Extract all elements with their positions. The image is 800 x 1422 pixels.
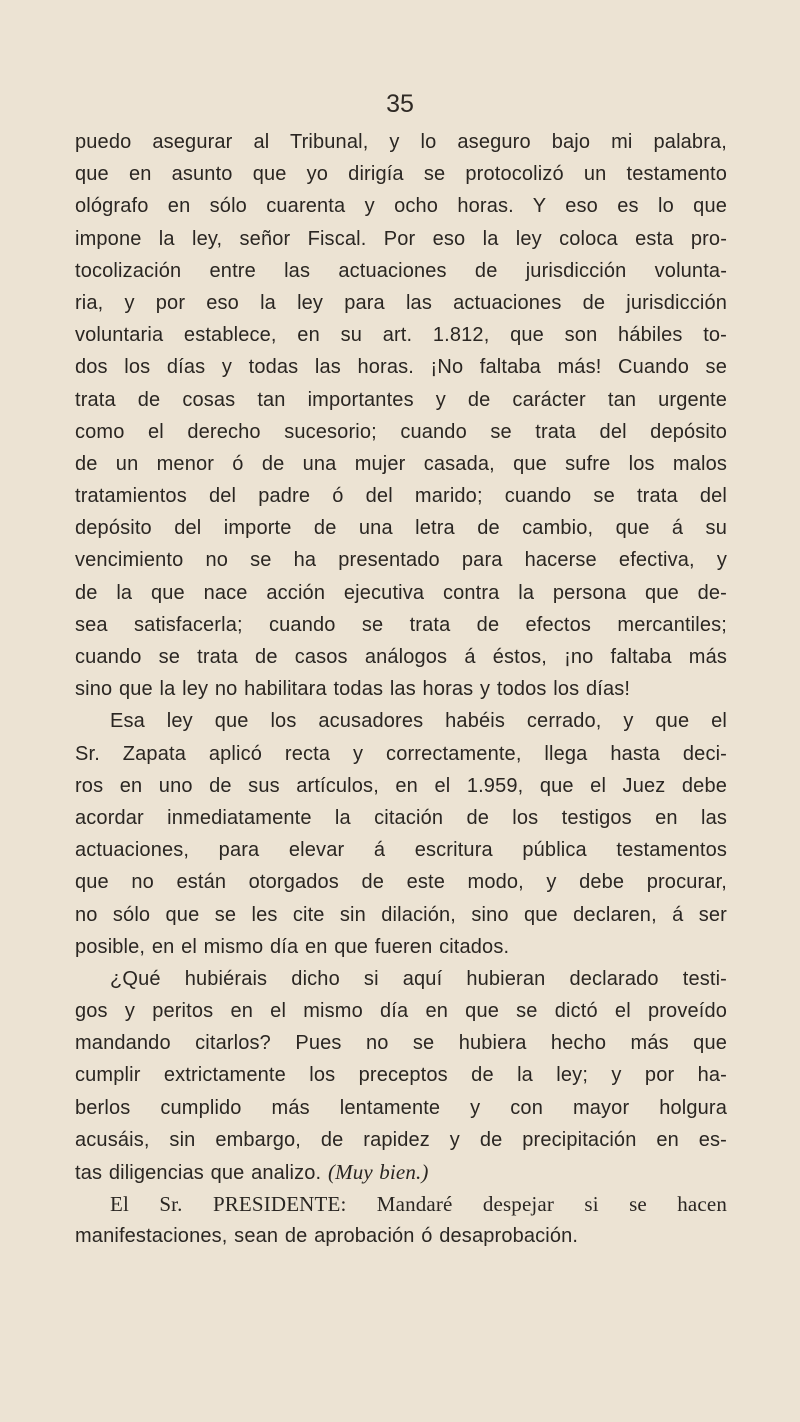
- text-line: cumplir extrictamente los preceptos de la ley; y por ha-: [75, 1064, 727, 1087]
- text-line: que en asunto que yo dirigía se protocolizó un testamento: [75, 163, 727, 186]
- text-line: manifestaciones, sean de aprobación ó desaprobación.: [75, 1225, 579, 1248]
- text-line: voluntaria establece, en su art. 1.812, que son hábiles to-: [75, 324, 727, 347]
- text-line: actuaciones, para elevar á escritura pública testamentos: [75, 839, 727, 862]
- text-line: ros en uno de sus artículos, en el 1.959, que el Juez debe: [75, 774, 727, 797]
- text-line: El Sr. PRESIDENTE: Mandaré despejar si se hacen: [110, 1192, 727, 1217]
- text-line: posible, en el mismo día en que fueren citados.: [75, 935, 510, 958]
- text-line: ¿Qué hubiérais dicho si aquí hubieran declarado testi-: [110, 967, 727, 990]
- text-line: impone la ley, señor Fiscal. Por eso la ley coloca esta pro-: [75, 227, 727, 250]
- text-line: Sr. Zapata aplicó recta y correctamente, llega hasta deci-: [75, 742, 727, 765]
- text-line: dos los días y todas las horas. ¡No faltaba más! Cuando se: [75, 356, 727, 379]
- text-line: mandando citarlos? Pues no se hubiera hecho más que: [75, 1032, 727, 1055]
- text-line: tratamientos del padre ó del marido; cuando se trata del: [75, 485, 727, 508]
- text-line: como el derecho sucesorio; cuando se trata del depósito: [75, 420, 727, 443]
- text-line: que no están otorgados de este modo, y debe procurar,: [75, 871, 727, 894]
- text-line: sea satisfacerla; cuando se trata de efectos mercantiles;: [75, 613, 727, 636]
- text-line: no sólo que se les cite sin dilación, sino que declaren, á ser: [75, 903, 727, 926]
- text-line: sino que la ley no habilitara todas las horas y todos los días!: [75, 678, 631, 701]
- body-text: [75, 126, 727, 1253]
- text-line: Esa ley que los acusadores habéis cerrado, y que el: [110, 710, 727, 733]
- text-line: [75, 1156, 727, 1188]
- page-number: 35: [386, 90, 414, 118]
- text-line: de la que nace acción ejecutiva contra la persona que de-: [75, 581, 727, 604]
- text-line: gos y peritos en el mismo día en que se dictó el proveído: [75, 1000, 727, 1023]
- text-line: acusáis, sin embargo, de rapidez y de precipitación en es-: [75, 1128, 727, 1151]
- text-line: trata de cosas tan importantes y de carácter tan urgente: [75, 388, 727, 411]
- applause-note: (Muy bien.): [327, 1160, 429, 1184]
- text-line: depósito del importe de una letra de cambio, que á su: [75, 517, 727, 540]
- text-line: puedo asegurar al Tribunal, y lo aseguro bajo mi palabra,: [75, 131, 727, 153]
- text-line: cuando se trata de casos análogos á éstos, ¡no faltaba más: [75, 646, 727, 668]
- text-line: tocolización entre las actuaciones de jurisdicción volunta-: [75, 259, 727, 282]
- text-line: berlos cumplido más lentamente y con mayor holgura: [75, 1096, 727, 1119]
- text-line: acordar inmediatamente la citación de los testigos en las: [75, 806, 727, 829]
- text-line: de un menor ó de una mujer casada, que sufre los malos: [75, 452, 727, 475]
- text-line: ológrafo en sólo cuarenta y ocho horas. Y eso es lo que: [75, 195, 727, 218]
- text-line-body: tas diligencias que analizo.: [75, 1162, 322, 1184]
- text-line: vencimiento no se ha presentado para hacerse efectiva, y: [75, 549, 727, 572]
- text-line: ria, y por eso la ley para las actuaciones de jurisdicción: [75, 291, 727, 314]
